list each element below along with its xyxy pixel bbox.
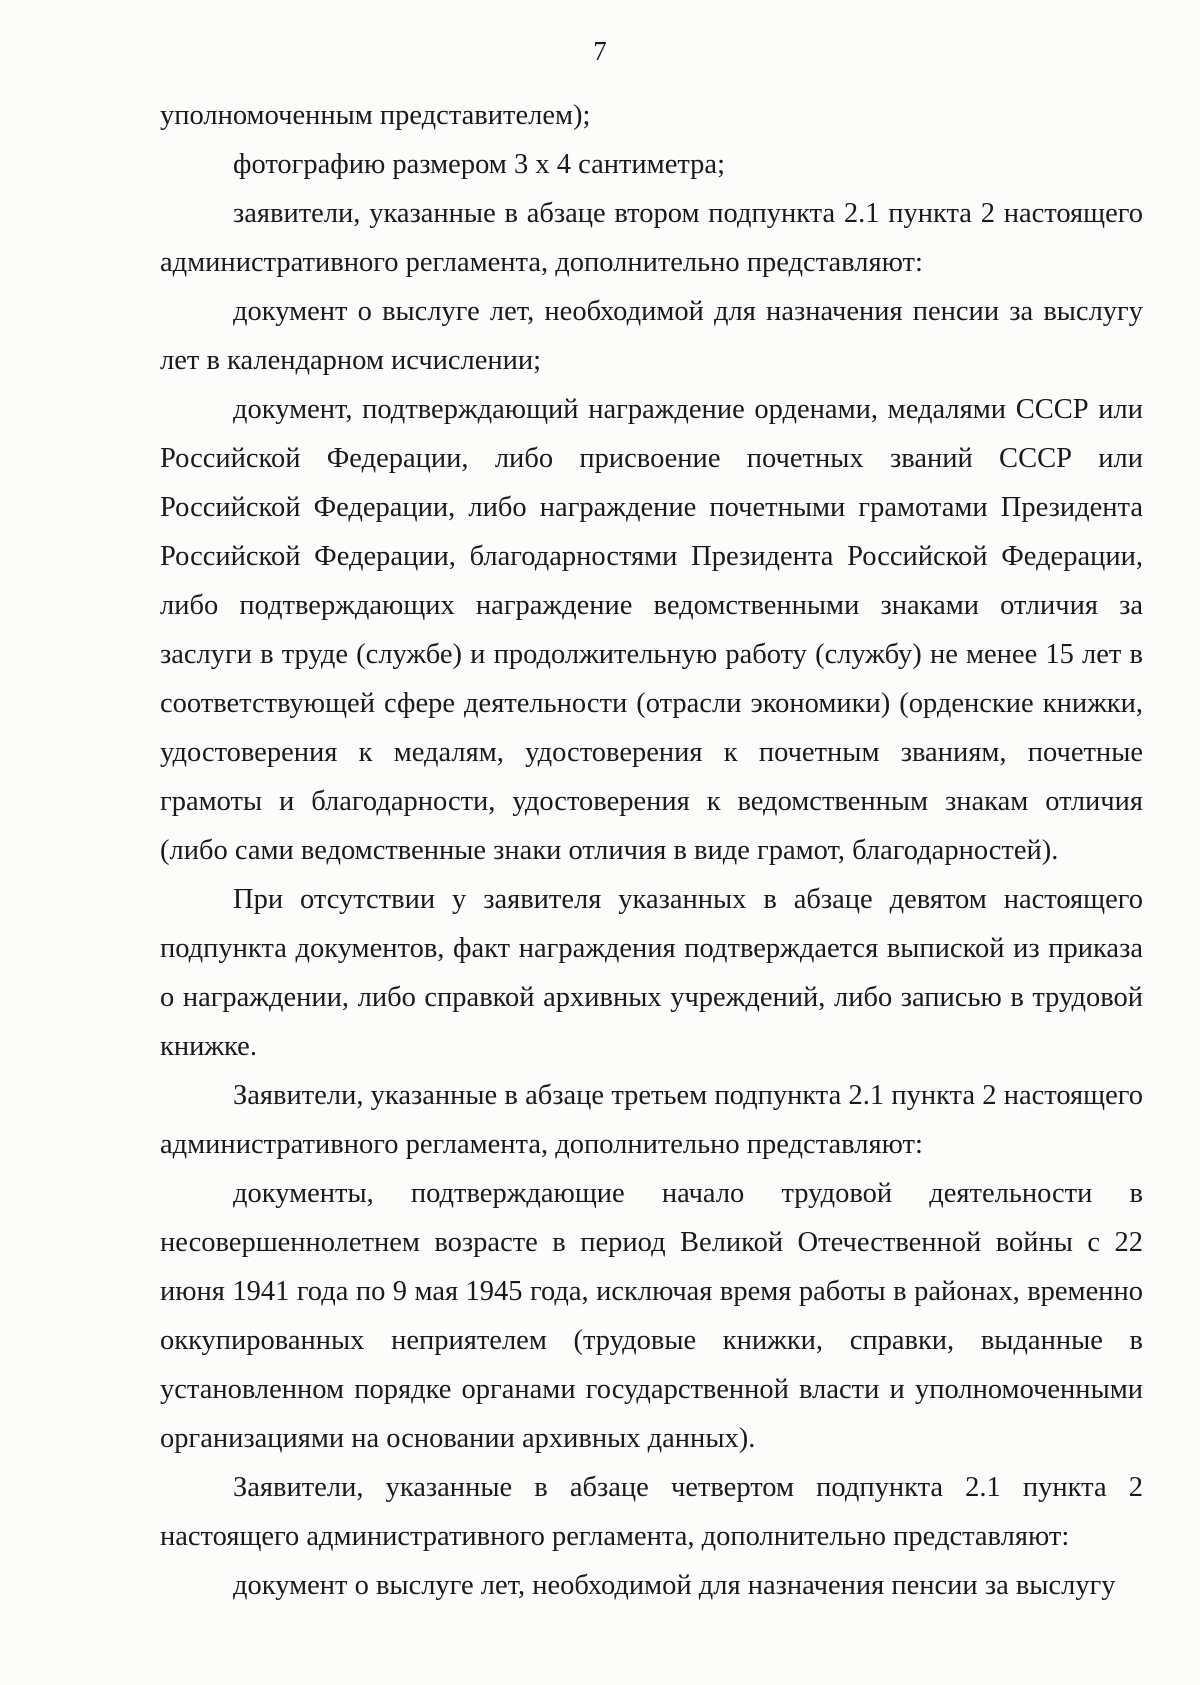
paragraph: документ, подтверждающий награждение орденами, медалями СССР или Российской Федерации, либо присвоение почетных званий СССР или Российской Федерации, либо награждение почетными грамотами Президента Российской Федерации, благодарностями Президента Российской Федерации, либо подтверждающих награждение ведомственными знаками отличия за заслуги в труде (службе) и продолжительную работу (службу) не менее 15 лет в соответствующей сфере деятельности (отрасли экономики) (орденские книжки, удостоверения к медалям, удостоверения к почетным званиям, почетные грамоты и благодарности, удостоверения к ведомственным знакам отличия (либо сами ведомственные знаки отличия в виде грамот, благодарностей). [160,394,1143,866]
paragraph: уполномоченным представителем); [160,100,591,131]
paragraph: Заявители, указанные в абзаце третьем подпункта 2.1 пункта 2 настоящего административного регламента, дополнительно представляют: [160,1080,1143,1160]
paragraph: заявители, указанные в абзаце втором подпункта 2.1 пункта 2 настоящего административного регламента, дополнительно представляют: [160,198,1143,278]
paragraph: Заявители, указанные в абзаце четвертом подпункта 2.1 пункта 2 настоящего административного регламента, дополнительно представляют: [160,1472,1143,1552]
paragraph: документы, подтверждающие начало трудовой деятельности в несовершеннолетнем возрасте в период Великой Отечественной войны с 22 июня 1941 года по 9 мая 1945 года, исключая время работы в районах, временно оккупированных неприятелем (трудовые книжки, справки, выданные в установленном порядке органами государственной власти и уполномоченными организациями на основании архивных данных). [160,1178,1143,1454]
page-number: 7 [593,36,607,66]
paragraph: фотографию размером 3 х 4 сантиметра; [233,149,725,180]
document-body [160,91,1143,1610]
paragraph: документ о выслуге лет, необходимой для назначения пенсии за выслугу [233,1570,1116,1601]
paragraph: При отсутствии у заявителя указанных в абзаце девятом настоящего подпункта документов, факт награждения подтверждается выпиской из приказа о награждении, либо справкой архивных учреждений, либо записью в трудовой книжке. [160,884,1143,1062]
paragraph: документ о выслуге лет, необходимой для назначения пенсии за выслугу лет в календарном исчислении; [160,296,1143,376]
